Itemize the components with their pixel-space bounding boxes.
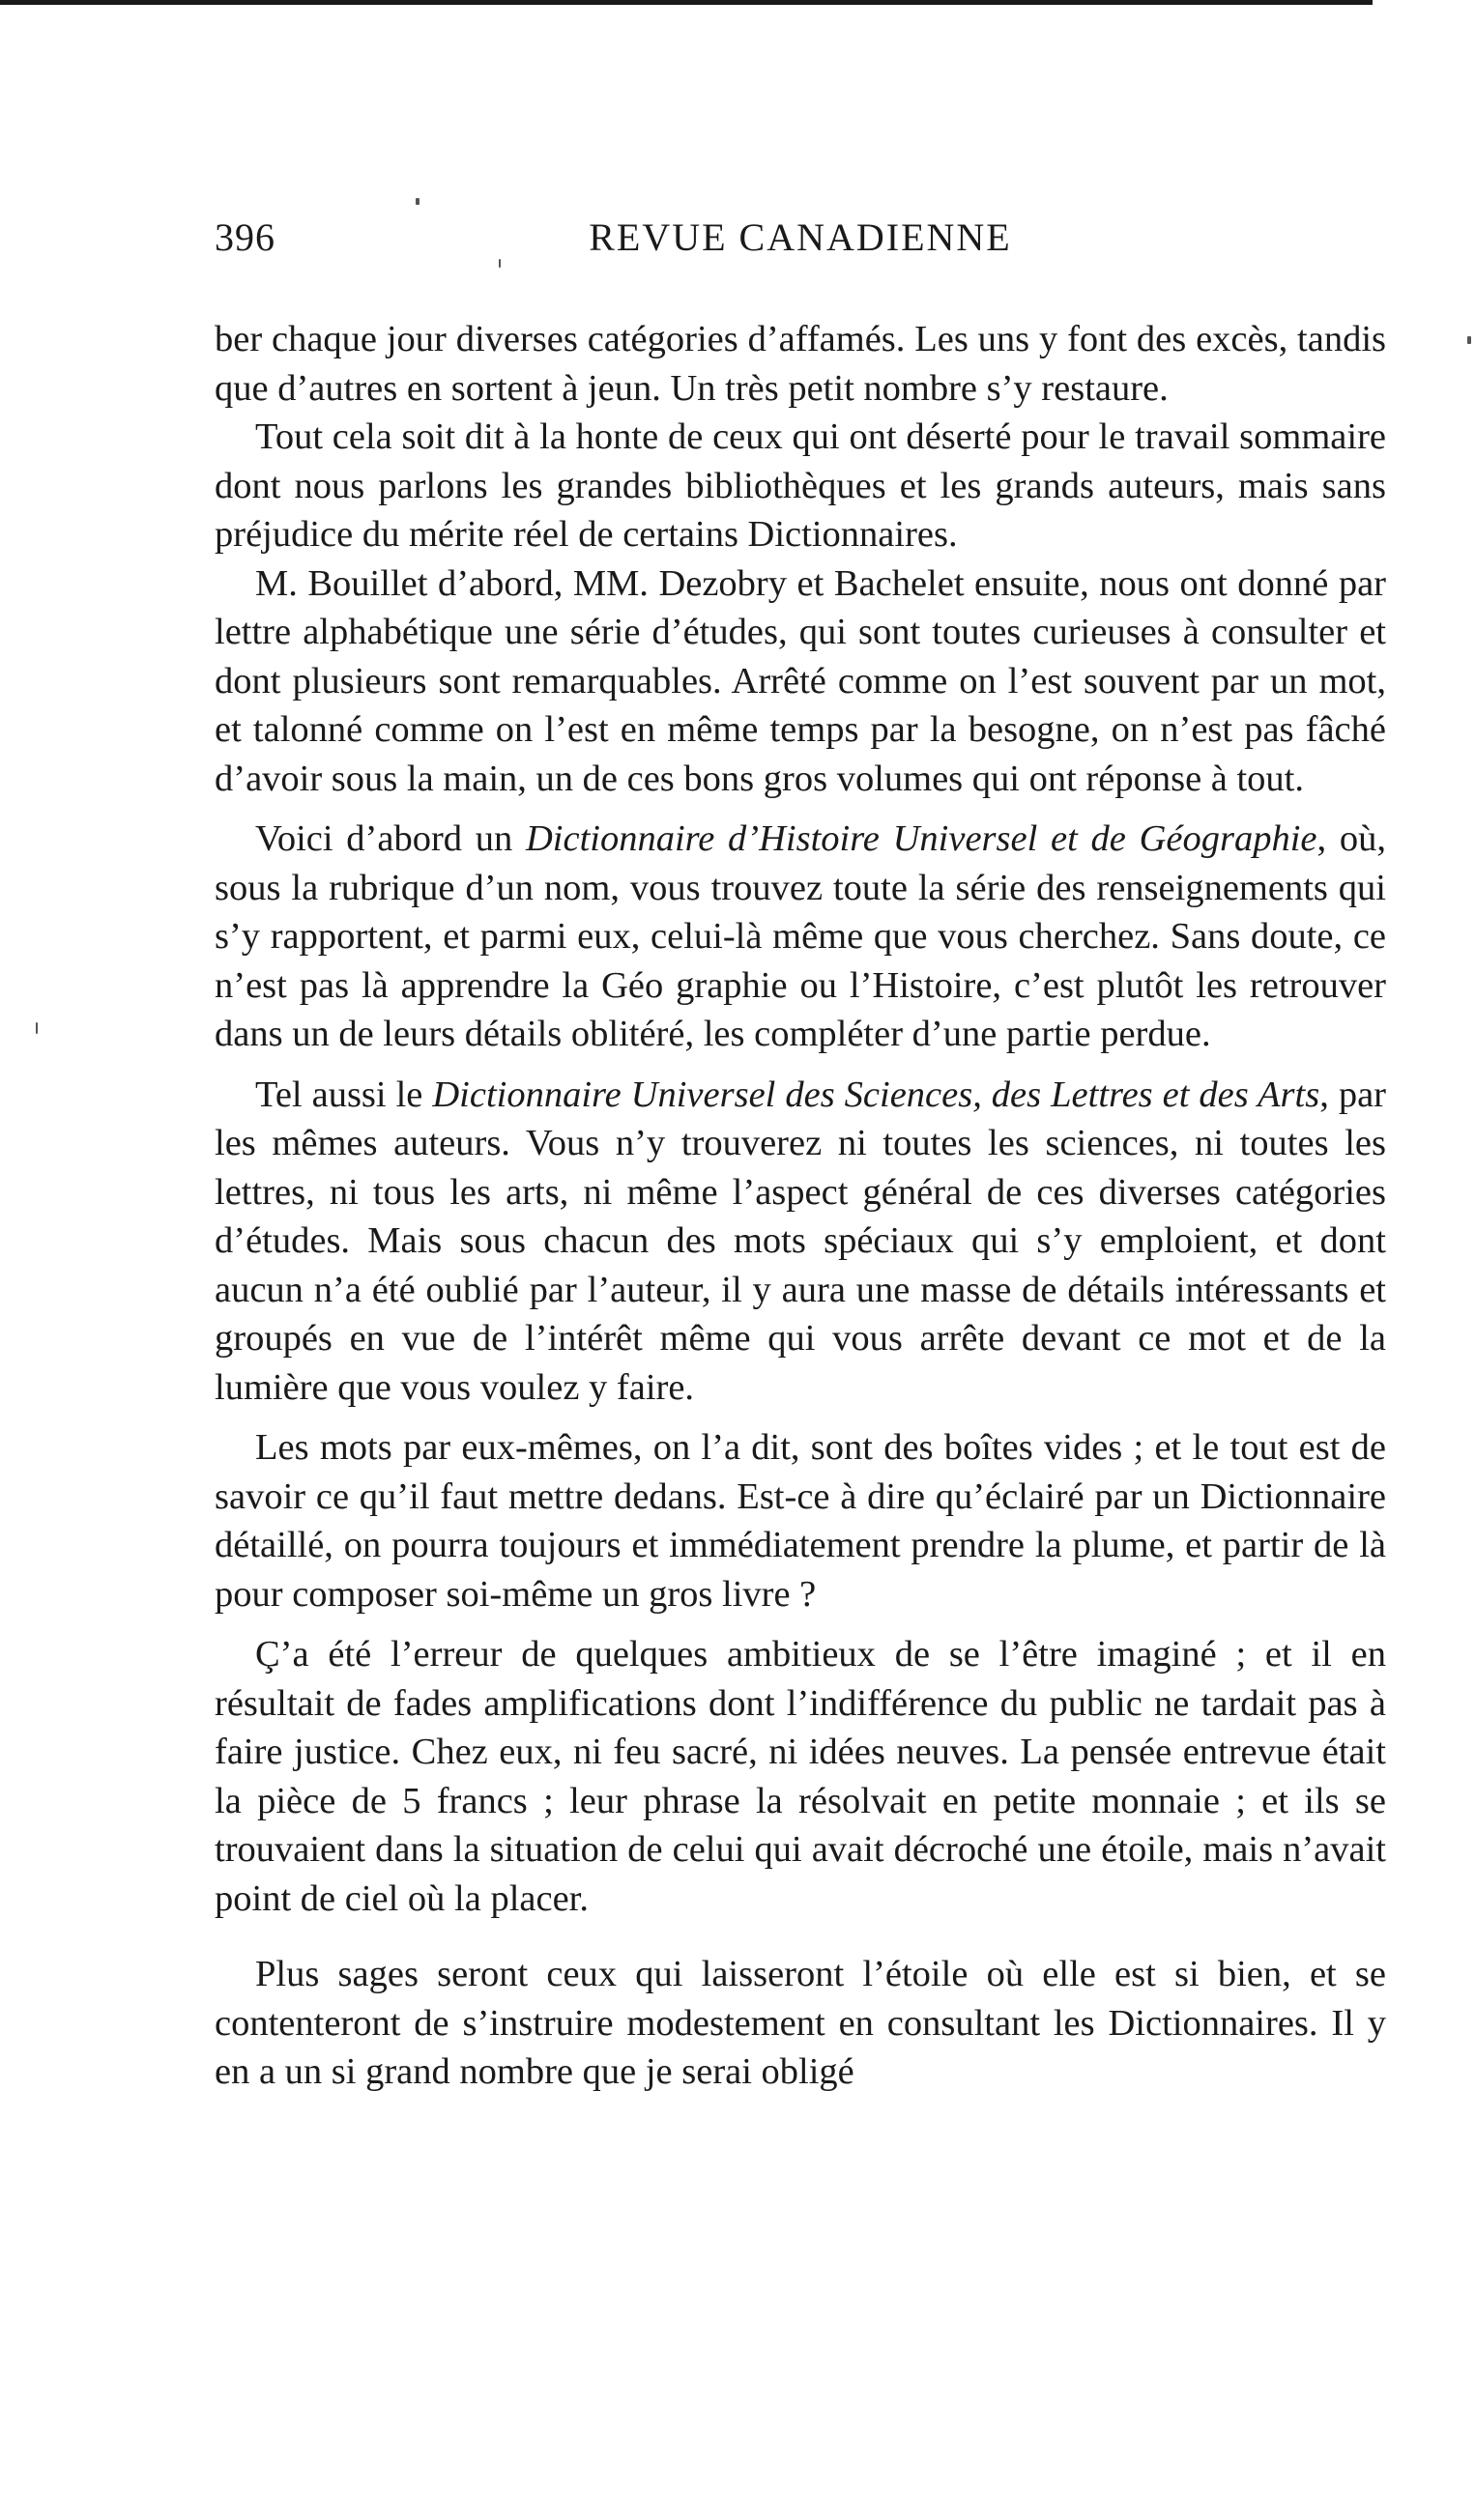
book-title: Dictionnaire d’Histoire Universel et de Géographie <box>526 818 1317 859</box>
text-run: ber chaque jour diverses catégories d’affamés. Les uns y font des excès, tandis que d’autres en sortent à jeun. Un très petit nombre s’y restaure. <box>215 319 1386 409</box>
paragraph-5 <box>215 1071 1386 1413</box>
text-run: , par les mêmes auteurs. Vous n’y trouverez ni toutes les sciences, ni toutes les lettres, ni tous les arts, ni même l’aspect général de ces diverses catégories d’études. Mais sous chacun des mots spéciaux qui s’y emploient, et dont aucun n’a été oublié par l’auteur, il y aura une masse de détails intéressants et groupés en vue de l’intérêt même qui vous arrête devant ce mot et de la lumière que vous voulez y faire. <box>215 1074 1386 1408</box>
text-run: Ç’a été l’erreur de quelques ambitieux de se l’être imaginé ; et il en résultait de fades amplifications dont l’indifférence du public ne tardait pas à faire justice. Chez eux, ni feu sacré, ni idées neuves. La pensée entrevue était la pièce de 5 francs ; leur phrase la résolvait en petite monnaie ; et ils se trouvaient dans la situation de celui qui avait décroché une étoile, mais n’avait point de ciel où la placer. <box>215 1634 1386 1919</box>
text-run: M. Bouillet d’abord, MM. Dezobry et Bachelet ensuite, nous ont donné par lettre alphabétique une série d’études, qui sont toutes curieuses à consulter et dont plusieurs sont remarquables. Arrêté comme on l’est souvent par un mot, et talonné comme on l’est en même temps par la besogne, on n’est pas fâché d’avoir sous la main, un de ces bons gros volumes qui ont réponse à tout. <box>215 562 1386 799</box>
running-title: REVUE CANADIENNE <box>589 215 1012 259</box>
text-run: Les mots par eux-mêmes, on l’a dit, sont des boîtes vides ; et le tout est de savoir ce qu’il faut mettre dedans. Est-ce à dire qu’éclairé par un Dictionnaire détaillé, on pourra toujours et immédiatement prendre la plume, et partir de là pour composer soi-même un gros livre ? <box>215 1427 1386 1615</box>
book-page <box>215 215 1386 2097</box>
paragraph-2 <box>215 413 1386 559</box>
text-run: Plus sages seront ceux qui laisseront l’étoile où elle est si bien, et se contenteront de s’instruire modestement en consultant les Dictionnaires. Il y en a un si grand nombre que je serai obligé <box>215 1954 1386 2092</box>
top-rule <box>0 0 1373 5</box>
text-run: Tel aussi le <box>255 1074 433 1115</box>
running-header <box>215 215 1386 272</box>
page-number: 396 <box>215 215 275 259</box>
paragraph-8 <box>215 1950 1386 2097</box>
paragraph-1 <box>215 315 1386 413</box>
text-run: , où, sous la rubrique d’un nom, vous trouvez toute la série des renseignements qui s’y rapportent, et parmi eux, celui-là même que vous cherchez. Sans doute, ce n’est pas là apprendre la Géo graphie ou l’Histoire, c’est plutôt les retrouver dans un de leurs détails oblitéré, les compléter d’une partie perdue. <box>215 818 1386 1054</box>
paragraph-6 <box>215 1423 1386 1618</box>
book-title: Dictionnaire Universel des Sciences, des Lettres et des Arts <box>432 1074 1320 1115</box>
paragraph-7 <box>215 1630 1386 1923</box>
print-speck <box>1467 336 1471 344</box>
paragraph-4 <box>215 815 1386 1059</box>
text-run: Tout cela soit dit à la honte de ceux qui ont déserté pour le travail sommaire dont nous parlons les grandes bibliothèques et les grands auteurs, mais sans préjudice du mérite réel de certains Dictionnaires. <box>215 416 1386 555</box>
text-run: Voici d’abord un <box>255 818 526 859</box>
body-text <box>215 315 1386 2097</box>
print-speck <box>416 198 419 205</box>
print-speck <box>36 1022 38 1034</box>
paragraph-3 <box>215 559 1386 804</box>
